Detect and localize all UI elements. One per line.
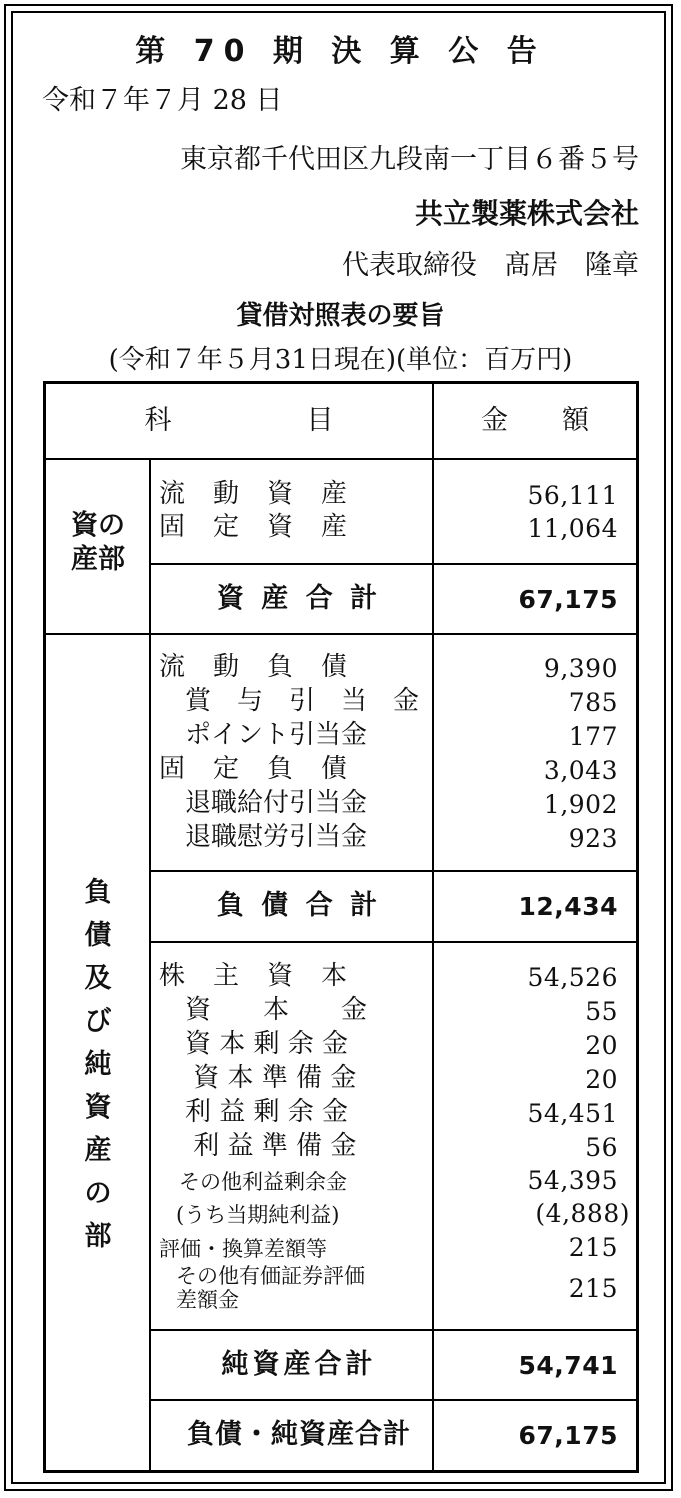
amount-header: 金 額 [481,405,589,436]
line-item-label: その他利益剰余金 [179,1170,347,1194]
group-label-char: 純 [84,1049,112,1080]
line-item-label: (うち当期純利益) [176,1203,340,1227]
line-item-label: 賞 与 引 当 金 [159,686,420,716]
group-label-char: び [84,1006,112,1037]
line-item-value: 785 [568,688,618,717]
grand-total-label: 負債・純資産合計 [187,1419,411,1450]
group-label-char: 産 [84,1135,112,1166]
line-item-value: 215 [568,1233,618,1262]
divider [149,563,636,565]
assets-group-label [46,509,150,577]
line-item-label-line2: 差額金 [176,1288,239,1312]
assets-total-label: 資 産 合 計 [216,583,382,614]
group-label-char: 及 [84,963,112,994]
net-assets-total-label: 純資産合計 [221,1349,377,1380]
divider [149,1329,636,1331]
line-item-value: 56,111 [527,481,618,510]
notice-title: 第 70 期 決 算 公 告 [135,34,546,69]
line-item-value: 215 [568,1274,618,1303]
line-item-label: 固 定 負 債 [159,754,349,784]
line-item-value: 20 [585,1031,618,1060]
line-item-value: 923 [568,824,618,853]
company-address: 東京都千代田区九段南一丁目６番５号 [180,144,639,175]
line-item-label: 資 本 金 [159,995,368,1025]
line-item-label: 退職給付引当金 [159,788,368,818]
line-item-value: 3,043 [543,756,618,785]
liabilities-total-label: 負 債 合 計 [216,890,382,921]
line-item-label: 流 動 資 産 [159,479,349,509]
liabilities-net-assets-group-label [46,871,150,1258]
line-item-label: 評価・換算差額等 [159,1237,327,1261]
line-item-value: 20 [585,1065,618,1094]
line-item-value: 54,451 [527,1099,618,1128]
line-item-value: 54,395 [527,1166,618,1195]
divider [46,633,636,635]
line-item-label: 資 本 剰 余 金 [159,1029,349,1059]
line-item-label: 株 主 資 本 [159,961,349,991]
divider [149,870,636,872]
company-name: 共立製薬株式会社 [414,197,639,230]
line-item-label: 固 定 資 産 [159,512,349,542]
assets-group-label-line2: 産部 [71,544,125,575]
assets-total-value: 67,175 [518,585,618,614]
group-label-char: 債 [84,920,112,951]
line-item-label: 利 益 剰 余 金 [159,1097,349,1127]
header-divider [46,458,636,460]
line-item-label: 資 本 準 備 金 [159,1063,357,1093]
balance-sheet-table [43,381,639,1473]
as-of-date-unit: (令和７年５月31日現在)(単位：百万円) [108,345,573,375]
grand-total-value: 67,175 [518,1421,618,1450]
line-item-value: 1,902 [543,790,618,819]
group-label-char: 負 [84,877,112,908]
group-label-char: の [84,1178,112,1209]
divider [149,1399,636,1401]
group-label-char: 部 [84,1221,112,1252]
section-title: 貸借対照表の要旨 [236,301,445,331]
net-assets-total-value: 54,741 [518,1351,618,1380]
subject-header: 科 目 [144,405,334,436]
notice-date: 令和７年７月 28 日 [42,85,283,116]
line-item-label: その他有価証券評価 [176,1264,365,1288]
divider [149,941,636,943]
line-item-value: 11,064 [527,514,618,543]
line-item-value: 55 [585,997,618,1026]
line-item-value: 56 [585,1133,618,1162]
line-item-value: 9,390 [543,654,618,683]
line-item-label: ポイント引当金 [159,720,368,750]
line-item-value: 177 [568,722,618,751]
line-item-label: 利 益 準 備 金 [159,1131,357,1161]
liabilities-total-value: 12,434 [518,892,618,921]
assets-group-label-line1: 資の [71,510,125,541]
representative: 代表取締役 髙居 隆章 [342,250,639,281]
line-item-value: 54,526 [527,963,618,992]
line-item-label: 退職慰労引当金 [159,822,368,852]
line-item-value: (4,888) [535,1199,630,1228]
group-label-char: 資 [84,1092,112,1123]
line-item-label: 流 動 負 債 [159,652,349,682]
amount-column-divider [432,384,434,1470]
